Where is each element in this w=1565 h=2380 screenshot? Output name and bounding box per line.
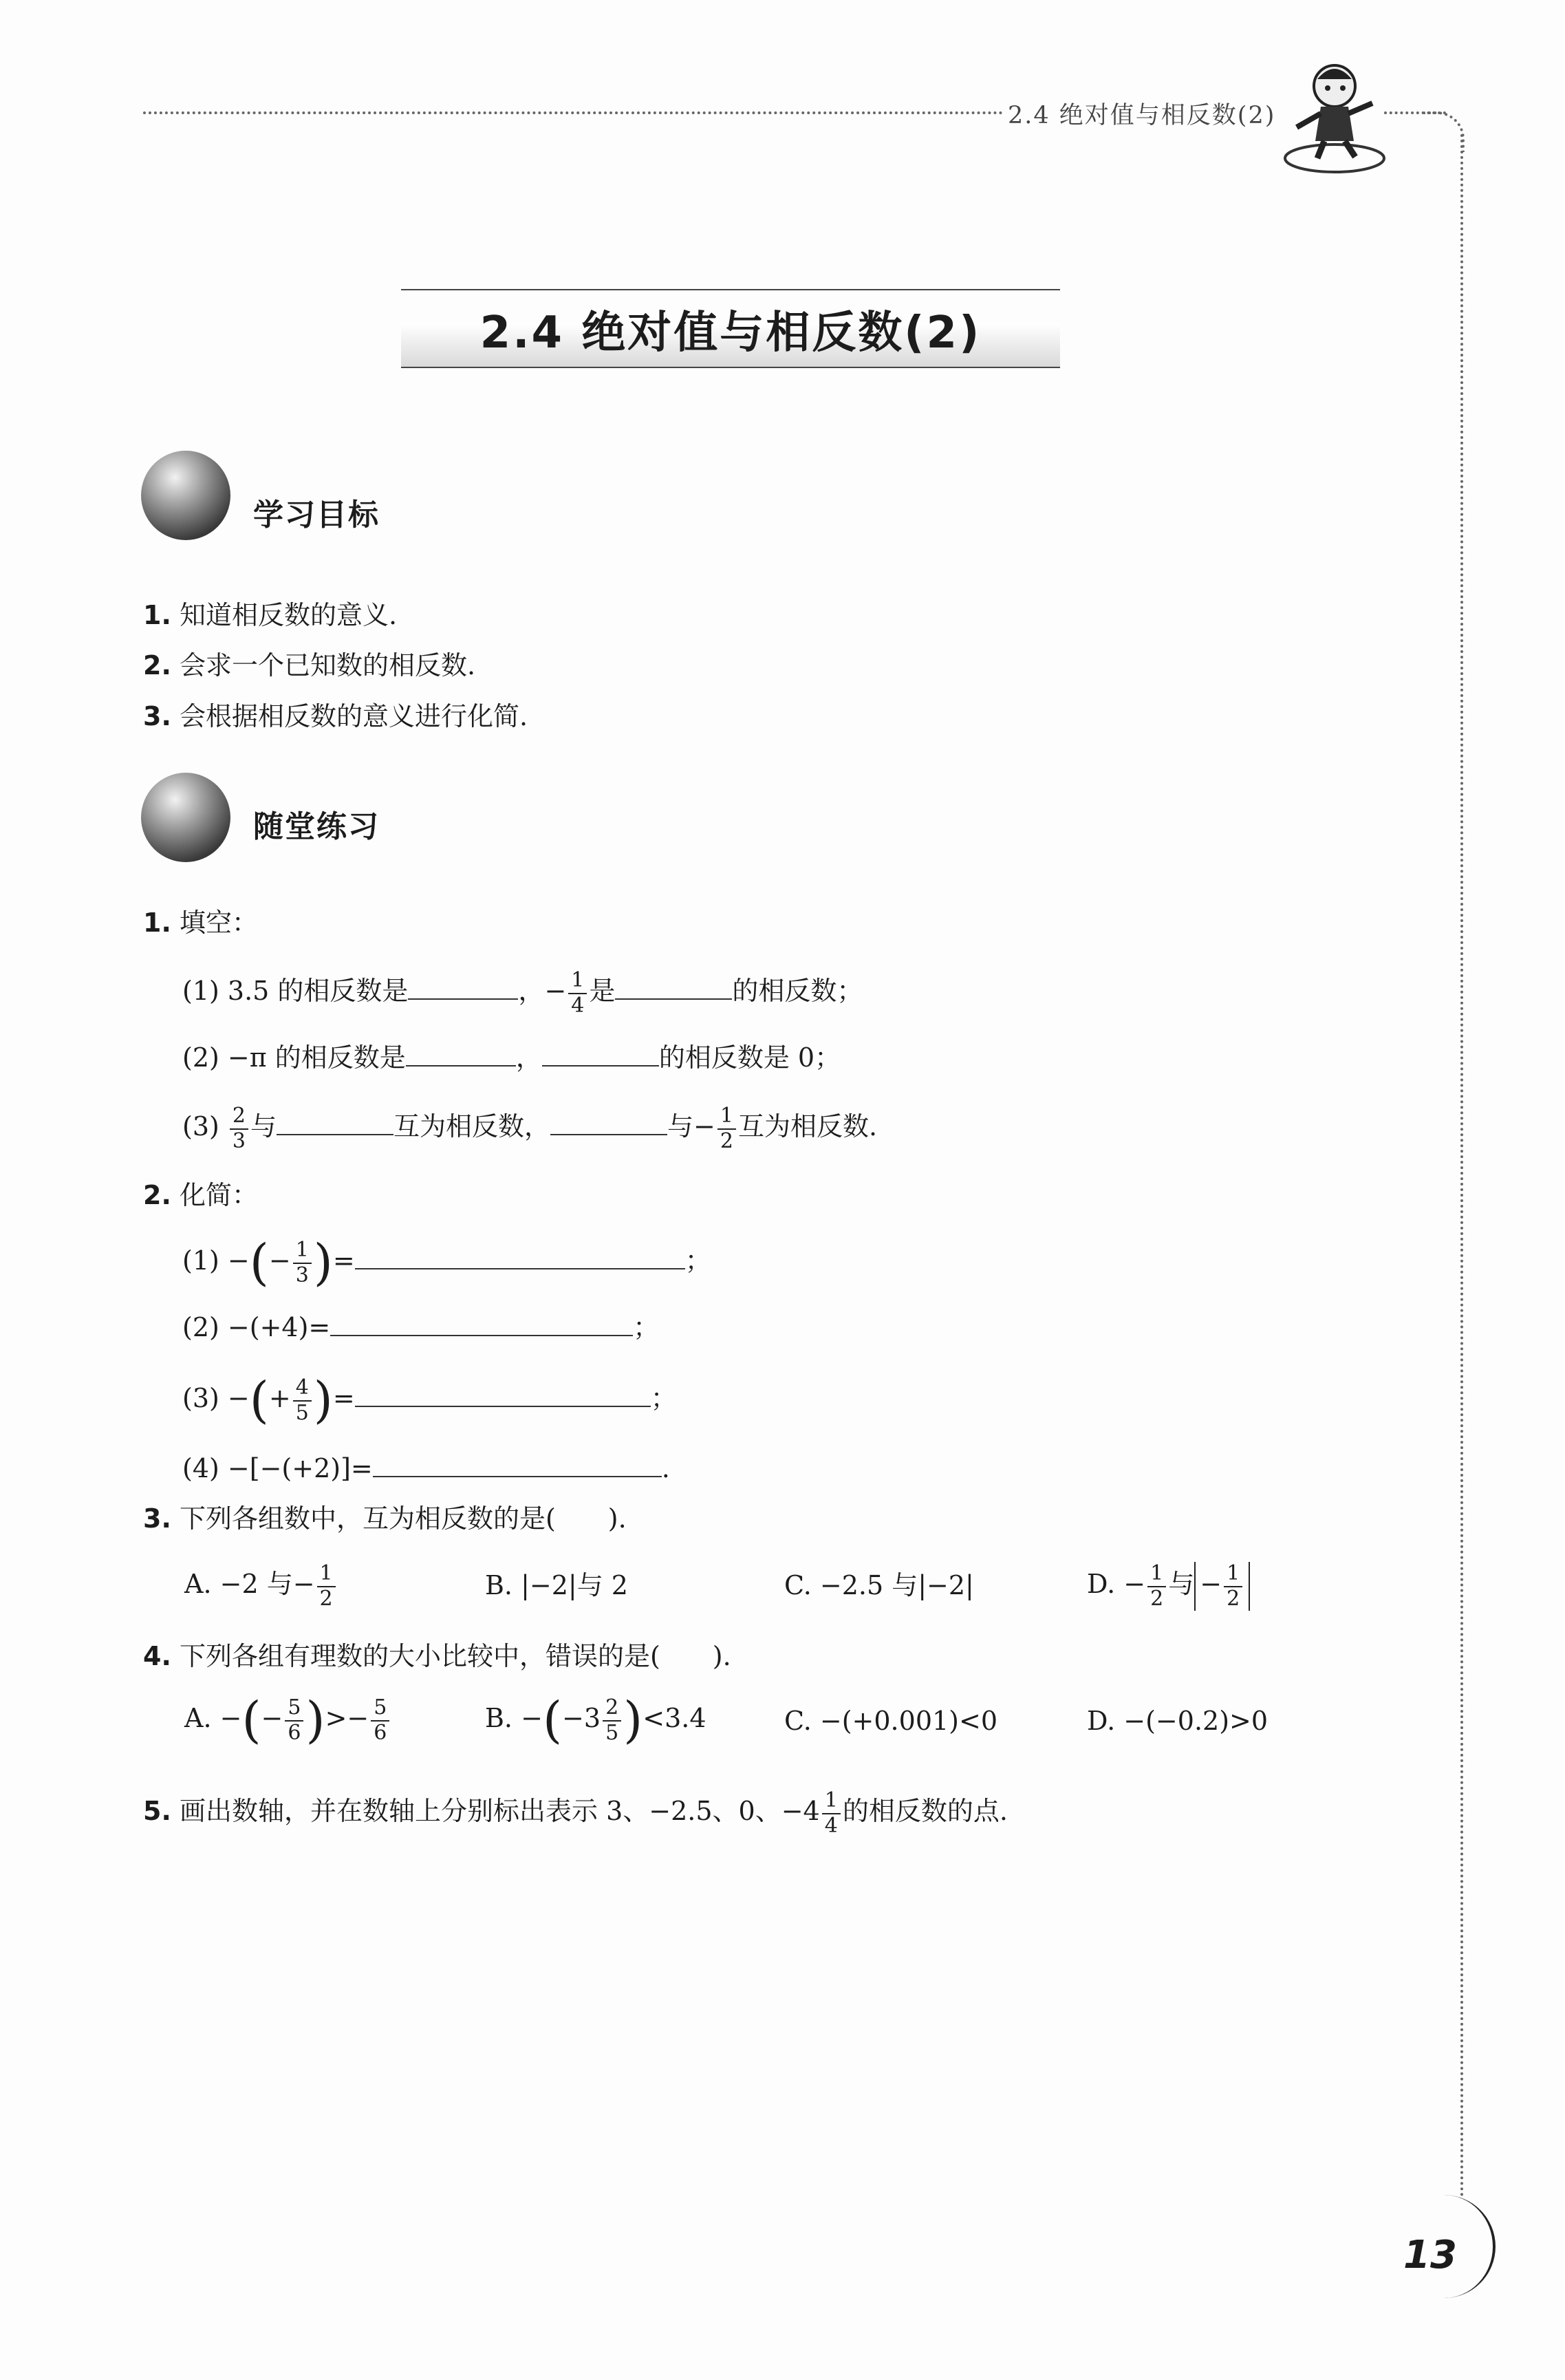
option-d[interactable]: D. −(−0.2)>0 (1087, 1706, 1269, 1736)
answer-blank[interactable] (550, 1113, 667, 1135)
option-b[interactable]: B. −(−3 $\frac{2}{5}$ )<3.4 (485, 1691, 706, 1749)
fraction: $\frac{1}{2}$ (717, 1104, 736, 1153)
answer-blank[interactable] (408, 978, 518, 1000)
question-2-part-4: (4) −[−(+2)]= . (182, 1453, 670, 1483)
mascot-illustration (1280, 55, 1390, 175)
fraction: $\frac{5}{6}$ (371, 1696, 389, 1745)
question-2-part-2: (2) −(+4)= ； (182, 1312, 660, 1342)
side-dotted-rule (1460, 134, 1463, 2198)
fraction: $\frac{1}{3}$ (293, 1239, 312, 1287)
answer-blank[interactable] (406, 1044, 516, 1066)
option-b[interactable]: B. |−2|与 2 (485, 1570, 628, 1600)
title-rule-top (401, 289, 1060, 290)
option-a[interactable]: A. −2 与− $\frac{1}{2}$ (184, 1562, 338, 1611)
section-globe-icon (141, 773, 230, 862)
fraction: $\frac{1}{2}$ (1224, 1562, 1242, 1611)
page-corner-rule (1424, 111, 1465, 152)
fraction: $\frac{1}{2}$ (317, 1562, 336, 1611)
question-2: 2. 化简： (143, 1180, 258, 1210)
answer-blank[interactable] (373, 1455, 662, 1477)
page-title: 2.4 绝对值与相反数(2) (479, 308, 982, 358)
option-c[interactable]: C. −2.5 与|−2| (784, 1570, 974, 1600)
fraction: $\frac{1}{4}$ (822, 1789, 841, 1838)
question-2-part-3: (3) −(+ $\frac{4}{5}$ )= ； (182, 1371, 677, 1429)
fraction: $\frac{5}{6}$ (285, 1696, 303, 1745)
option-d[interactable]: D. − $\frac{1}{2}$ 与 − $\frac{1}{2}$ (1087, 1562, 1250, 1611)
fraction: $\frac{1}{4}$ (568, 969, 587, 1018)
fraction: $\frac{1}{2}$ (1147, 1562, 1166, 1611)
fraction: $\frac{2}{3}$ (230, 1104, 248, 1153)
answer-blank[interactable] (277, 1113, 393, 1135)
question-1-part-1: (1) 3.5 的相反数是 ，− $\frac{1}{4}$ 是 的相反数； (182, 968, 863, 1018)
section-ball-icon (141, 451, 230, 540)
option-c[interactable]: C. −(+0.001)<0 (784, 1706, 998, 1736)
fraction: $\frac{2}{5}$ (603, 1696, 621, 1745)
question-2-part-1: (1) −(− $\frac{1}{3}$ )= ； (182, 1233, 711, 1291)
question-5: 5. 画出数轴，并在数轴上分别标出表示 3、−2.5、0、−4 $\frac{1}{4}$ 的相反数的点. (143, 1788, 1008, 1838)
goal-item: 1. 知道相反数的意义. (143, 600, 398, 630)
question-1-part-2: (2) −π 的相反数是 ， 的相反数是 0； (182, 1042, 841, 1073)
section-label-goals: 学习目标 (253, 497, 380, 533)
goal-item: 2. 会求一个已知数的相反数. (143, 650, 476, 680)
question-1: 1. 填空： (143, 908, 258, 938)
fraction: $\frac{4}{5}$ (293, 1376, 312, 1425)
page-number: 13 (1403, 2233, 1457, 2277)
question-3: 3. 下列各组数中，互为相反数的是( ). (143, 1503, 627, 1534)
title-rule-bottom (401, 367, 1060, 368)
answer-blank[interactable] (542, 1044, 659, 1066)
question-4: 4. 下列各组有理数的大小比较中，错误的是( ). (143, 1641, 731, 1671)
answer-blank[interactable] (355, 1385, 651, 1407)
running-title: 2.4 绝对值与相反数(2) (1008, 102, 1276, 129)
answer-blank[interactable] (330, 1314, 633, 1336)
header-dotted-rule (143, 111, 1003, 114)
option-a[interactable]: A. −(− $\frac{5}{6}$ )>− $\frac{5}{6}$ (184, 1696, 391, 1745)
question-1-part-3: (3) $\frac{2}{3}$ 与 互为相反数， 与− $\frac{1}{2}$ 互为相反数. (182, 1104, 878, 1153)
answer-blank[interactable] (615, 978, 732, 1000)
goal-item: 3. 会根据相反数的意义进行化简. (143, 701, 528, 731)
section-label-practice: 随堂练习 (253, 809, 380, 844)
answer-blank[interactable] (355, 1247, 685, 1269)
